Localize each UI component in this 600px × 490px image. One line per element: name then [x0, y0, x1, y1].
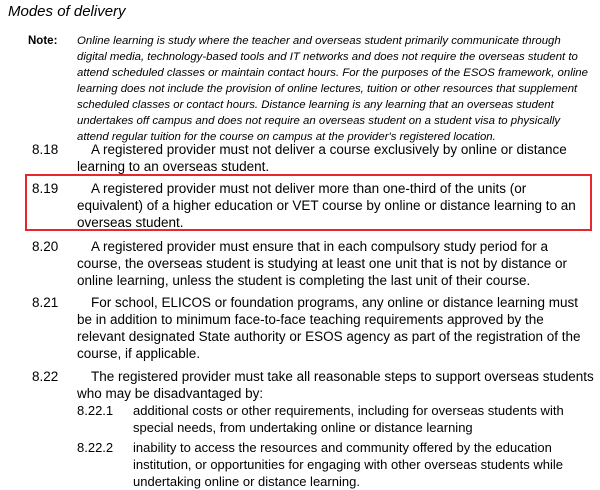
clause-body: The registered provider must take all reasonable steps to support overseas students who may be disadvantaged by:: [77, 369, 594, 401]
clause-text: [77, 141, 595, 175]
clause-number: 8.18: [32, 142, 59, 157]
note-label: Note:: [28, 35, 58, 47]
clause-number: 8.22: [32, 369, 59, 384]
clause-body: A registered provider must not deliver a course exclusively by online or distance learning to an overseas student.: [77, 142, 567, 174]
clause-text: [77, 368, 595, 402]
clause-text: [77, 180, 595, 231]
note-label-text: Note: [28, 35, 54, 47]
note-text: Online learning is study where the teacher and overseas student primarily communicate through digital media, technology-based tools and IT networks and does not require the overseas student to attend scheduled classes or maintain contact hours. For the purposes of the ESOS framework, online learning does not include the provision of online lectures, tuition or other resources that supplement scheduled classes or contact hours. Distance learning is any learning that an overseas student undertakes off campus and does not require an overseas student on a student visa to physically attend regular tuition for the course on campus at the provider's registered location.: [77, 35, 588, 143]
subclause-text: additional costs or other requirements, including for overseas students with special needs, from undertaking online or distance learning: [133, 403, 564, 435]
subclause-number: 8.22.2: [77, 440, 114, 455]
subclause-number: 8.22.1: [77, 403, 114, 418]
clause-number: 8.21: [32, 295, 59, 310]
clause-number: 8.19: [32, 181, 59, 196]
clause-body: For school, ELICOS or foundation programs, any online or distance learning must be in addition to minimum face-to-face teaching requirements approved by the relevant designated State authority or ESOS agency as part of the registration of the course, if applicable.: [77, 295, 581, 361]
clause-body: A registered provider must not deliver more than one-third of the units (or equivalent) of a higher education or VET course by online or distance learning to an overseas student.: [77, 181, 576, 230]
clause-text: [77, 294, 595, 362]
subclause-text: inability to access the resources and community offered by the education institution, or opportunities for engaging with other overseas students while undertaking online or distance learning.: [133, 440, 563, 489]
clause-text: [77, 238, 595, 289]
section-heading: Modes of delivery: [8, 3, 126, 20]
clause-number: 8.20: [32, 239, 59, 254]
clause-body: A registered provider must ensure that in each compulsory study period for a course, the overseas student is studying at least one unit that is not by distance or online learning, unless the student is completing the last unit of their course.: [77, 239, 568, 288]
